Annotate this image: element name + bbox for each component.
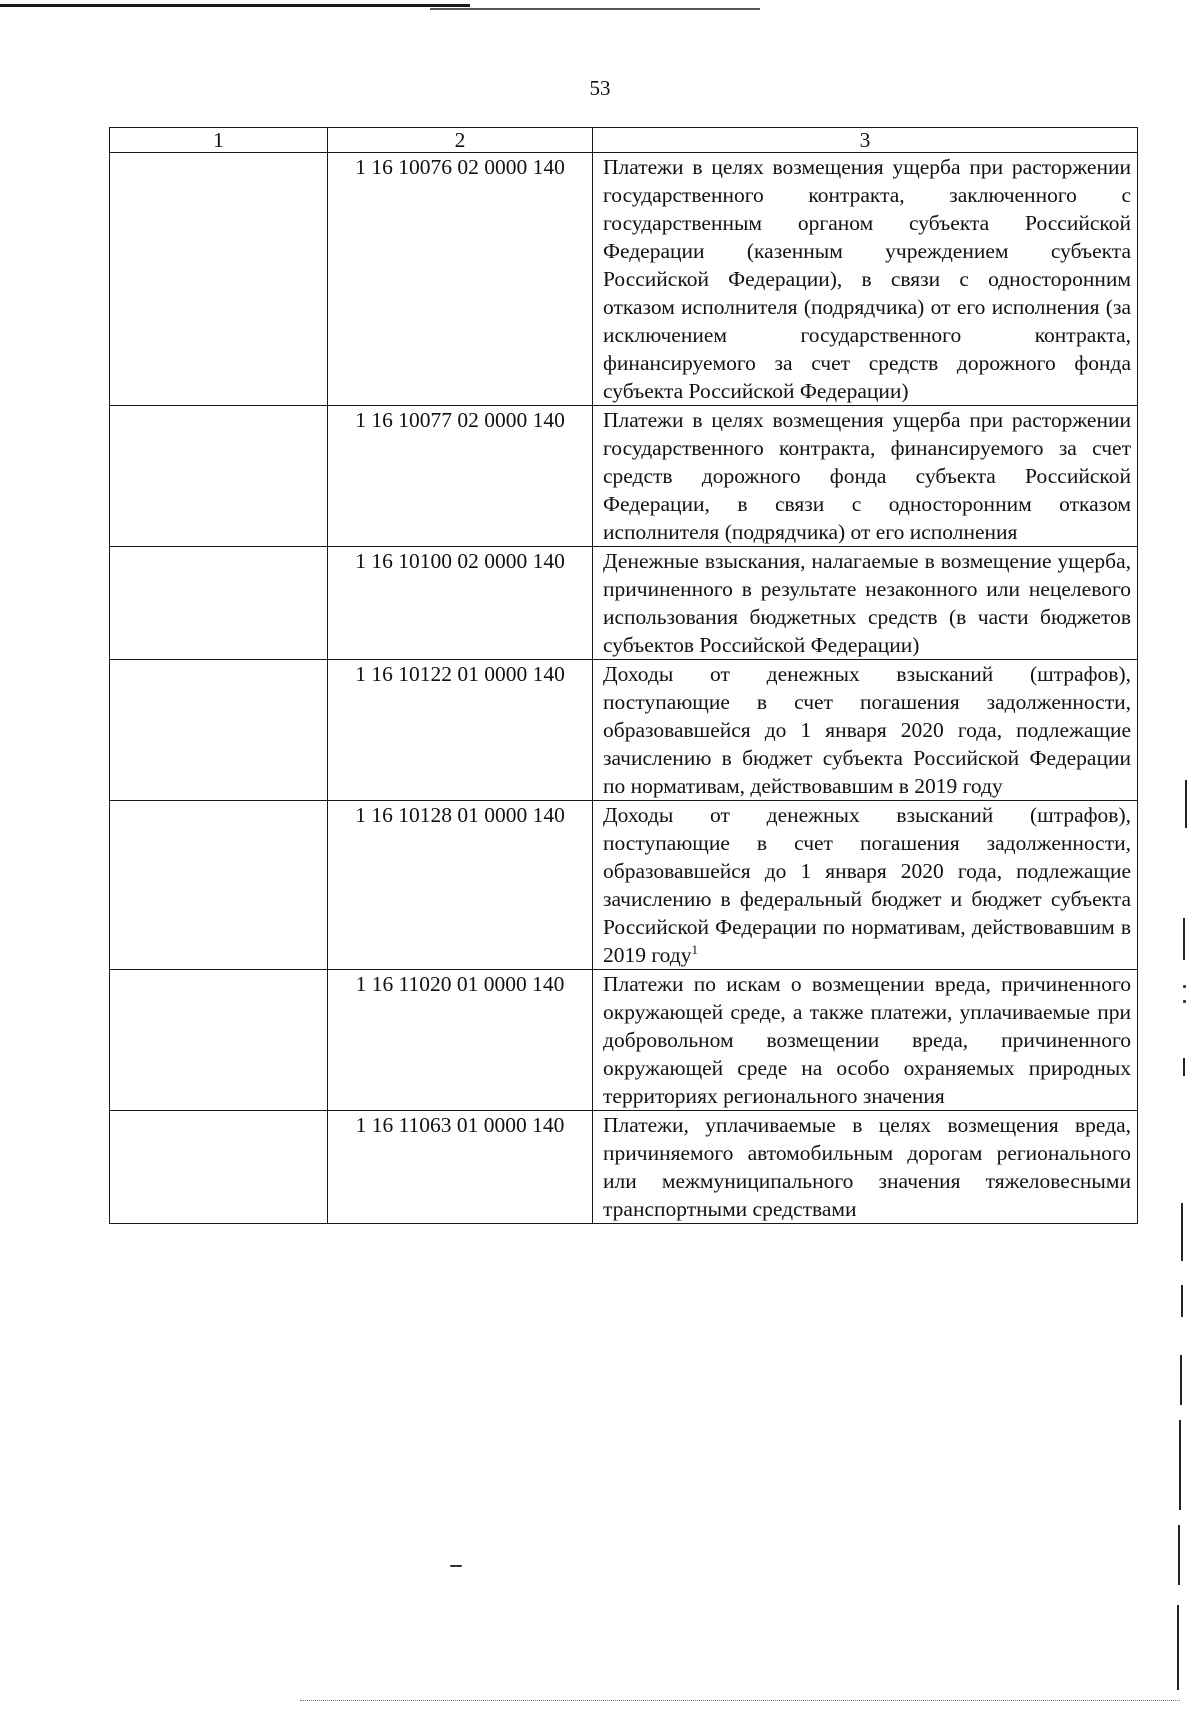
page-number: 53: [589, 76, 611, 100]
table-row: [110, 153, 1138, 406]
scan-artifact-mark: [1178, 1525, 1180, 1585]
scan-artifact-mark: [1181, 1285, 1183, 1317]
scan-artifact-mark: [1183, 1058, 1185, 1076]
budget-code-cell: 1 16 11020 01 0000 140: [328, 970, 593, 1111]
description-text: Доходы от денежных взысканий (штрафов), поступающие в счет погашения задолженности, образовавшейся до 1 января 2020 года, подлежащие зачислению в федеральный бюджет и бюджет субъекта Российской Федерации по нормативам, действовавшим в 2019 году: [603, 803, 1131, 967]
table-row: [110, 1111, 1138, 1224]
table-row: [110, 660, 1138, 801]
scan-edge-line-secondary: [430, 8, 760, 10]
scan-artifact-mark: [1179, 1420, 1181, 1510]
column-header-3: 3: [593, 128, 1138, 153]
budget-code-cell: 1 16 10128 01 0000 140: [328, 801, 593, 970]
table-row: [110, 801, 1138, 970]
budget-code-cell: 1 16 10076 02 0000 140: [328, 153, 593, 406]
scan-artifact-mark: [1183, 918, 1185, 960]
row-col1-cell: [110, 801, 328, 970]
row-col1-cell: [110, 153, 328, 406]
row-col1-cell: [110, 1111, 328, 1224]
column-header-2: 2: [328, 128, 593, 153]
description-cell: Денежные взыскания, налагаемые в возмещение ущерба, причиненного в результате незаконного или нецелевого использования бюджетных средств (в части бюджетов субъектов Российской Федерации): [593, 547, 1138, 660]
scan-artifact-mark: [1177, 1605, 1179, 1690]
scan-artifact-dot: [450, 1565, 462, 1567]
row-col1-cell: [110, 970, 328, 1111]
row-col1-cell: [110, 660, 328, 801]
scan-artifact-mark: [1180, 1355, 1182, 1405]
description-cell: [593, 801, 1138, 970]
footnote-marker: 1: [691, 941, 698, 957]
description-cell: Платежи по искам о возмещении вреда, причиненного окружающей среде, а также платежи, уплачиваемые при добровольном возмещении вреда, причиненного окружающей среде на особо охраняемых природных территориях регионального значения: [593, 970, 1138, 1111]
description-cell: Платежи в целях возмещения ущерба при расторжении государственного контракта, заключенного с государственным органом субъекта Российской Федерации (казенным учреждением субъекта Российской Федерации), в связи с односторонним отказом исполнителя (подрядчика) от его исполнения (за исключением государственного контракта, финансируемого за счет средств дорожного фонда субъекта Российской Федерации): [593, 153, 1138, 406]
scan-bottom-edge: [300, 1700, 1180, 1703]
budget-code-cell: 1 16 10077 02 0000 140: [328, 406, 593, 547]
budget-code-cell: 1 16 10122 01 0000 140: [328, 660, 593, 801]
scan-artifact-dot: [1183, 985, 1186, 988]
column-header-1: 1: [110, 128, 328, 153]
row-col1-cell: [110, 547, 328, 660]
revenue-codes-table: [109, 127, 1138, 1224]
row-col1-cell: [110, 406, 328, 547]
scan-artifact-mark: [1185, 780, 1187, 828]
table-header-row: [110, 128, 1138, 153]
scan-artifact-dot: [1183, 1000, 1186, 1003]
description-cell: Платежи в целях возмещения ущерба при расторжении государственного контракта, финансируемого за счет средств дорожного фонда субъекта Российской Федерации, в связи с односторонним отказом исполнителя (подрядчика) от его исполнения: [593, 406, 1138, 547]
table-row: [110, 970, 1138, 1111]
table-row: [110, 547, 1138, 660]
table-row: [110, 406, 1138, 547]
description-cell: Платежи, уплачиваемые в целях возмещения вреда, причиняемого автомобильным дорогам регионального или межмуниципального значения тяжеловесными транспортными средствами: [593, 1111, 1138, 1224]
description-cell: Доходы от денежных взысканий (штрафов), поступающие в счет погашения задолженности, образовавшейся до 1 января 2020 года, подлежащие зачислению в бюджет субъекта Российской Федерации по нормативам, действовавшим в 2019 году: [593, 660, 1138, 801]
scan-artifact-mark: [1181, 1203, 1183, 1261]
budget-code-cell: 1 16 10100 02 0000 140: [328, 547, 593, 660]
scan-edge-line: [0, 4, 470, 7]
budget-code-cell: 1 16 11063 01 0000 140: [328, 1111, 593, 1224]
